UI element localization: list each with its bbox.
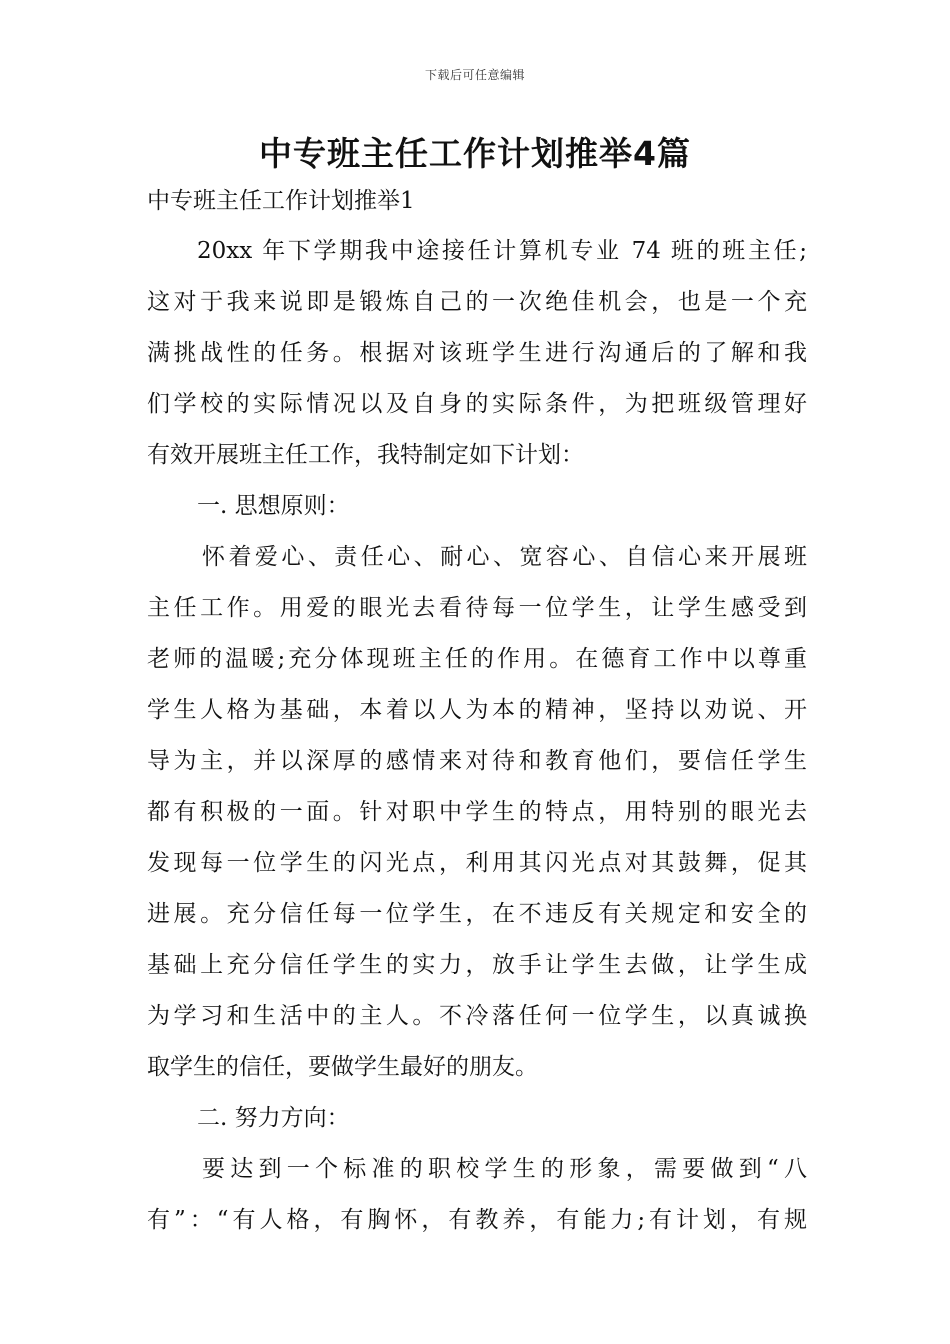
text-line: 发现每一位学生的闪光点，利用其闪光点对其鼓舞，促其 [147, 850, 807, 876]
text-line: 都有积极的一面。针对职中学生的特点，用特别的眼光去 [147, 799, 807, 825]
text-line: 主任工作。用爱的眼光去看待每一位学生，让学生感受到 [147, 595, 807, 621]
text-line: 老师的温暖;充分体现班主任的作用。在德育工作中以尊重 [147, 646, 807, 672]
text-line: 满挑战性的任务。根据对该班学生进行沟通后的了解和我 [147, 340, 807, 366]
text-line: 要达到一个标准的职校学生的形象，需要做到“八 [202, 1156, 807, 1182]
text-line: 这对于我来说即是锻炼自己的一次绝佳机会，也是一个充 [147, 289, 807, 315]
text-line: 们学校的实际情况以及自身的实际条件，为把班级管理好 [147, 391, 807, 417]
section-heading-principles: 一. 思想原则： [197, 493, 350, 519]
text-line: 基础上充分信任学生的实力，放手让学生去做，让学生成 [147, 952, 807, 978]
text-line: 有”：“有人格，有胸怀，有教养，有能力;有计划，有规 [147, 1207, 807, 1233]
text-line: 取学生的信任，要做学生最好的朋友。 [147, 1054, 538, 1080]
paragraph-principles [147, 532, 807, 1093]
header-note: 下载后可任意编辑 [424, 68, 525, 82]
section-subtitle: 中专班主任工作计划推举1 [147, 188, 415, 214]
document-body [147, 180, 807, 1246]
section-heading-direction: 二. 努力方向： [197, 1105, 350, 1131]
paragraph-direction [147, 1144, 807, 1246]
text-line: 进展。充分信任每一位学生，在不违反有关规定和安全的 [147, 901, 807, 927]
text-line: 20xx 年下学期我中途接任计算机专业 74 班的班主任; [197, 238, 807, 264]
text-line: 学生人格为基础，本着以人为本的精神，坚持以劝说、开 [147, 697, 807, 723]
text-line: 怀着爱心、责任心、耐心、宽容心、自信心来开展班 [202, 544, 807, 570]
text-line: 有效开展班主任工作，我特制定如下计划： [147, 442, 584, 468]
document-title: 中专班主任工作计划推举4篇 [259, 134, 691, 173]
text-line: 导为主，并以深厚的感情来对待和教育他们，要信任学生 [147, 748, 807, 774]
text-line: 为学习和生活中的主人。不冷落任何一位学生，以真诚换 [147, 1003, 807, 1029]
paragraph-intro [147, 226, 807, 481]
